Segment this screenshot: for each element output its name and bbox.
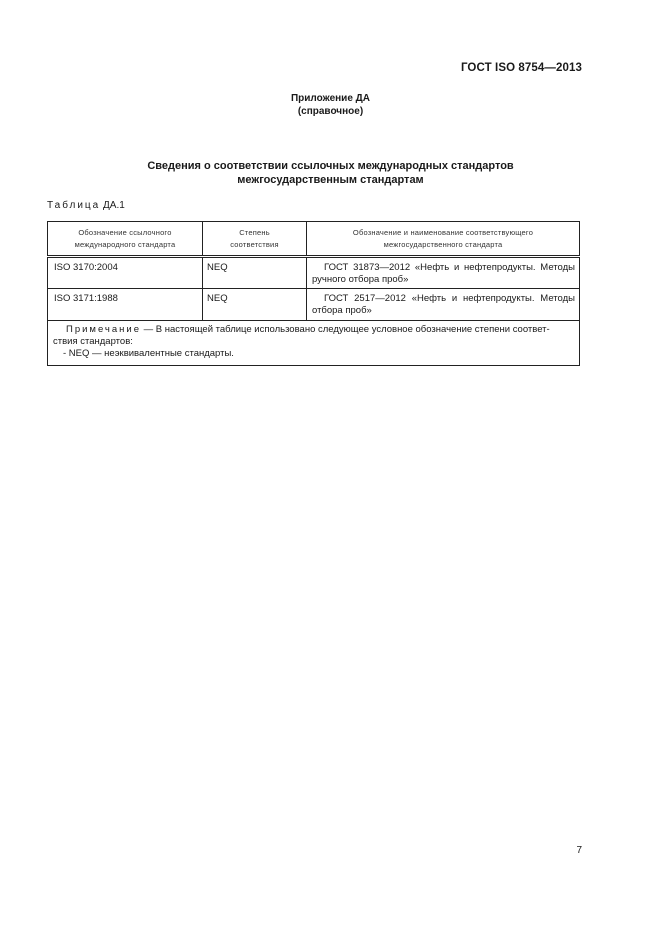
annex-title: Приложение ДА [290,93,371,104]
cell-degree: NEQ [203,257,307,289]
column-header-interstate-standard [307,222,580,257]
note-line-2: ствия стандартов: [53,336,133,347]
table-caption [47,200,125,211]
table-row [48,257,580,289]
column-header-intl-standard [48,222,203,257]
note-label: Примечание [66,324,141,335]
table-caption-word: Таблица [47,200,101,211]
column-header-line: Обозначение ссылочного [78,227,172,237]
document-code: ГОСТ ISO 8754—2013 [460,62,582,74]
annex-kind: (справочное) [297,106,364,117]
cell-interstate-standard: ГОСТ 31873—2012 «Нефть и нефтепродукты. Методы ручного отбора проб» [307,257,580,289]
table-row [48,289,580,321]
cell-intl-standard: ISO 3171:1988 [48,289,203,321]
column-header-line: международного стандарта [74,239,176,249]
note-item [53,348,575,360]
note-item-text: - NEQ — неэквивалентные стандарты. [63,348,234,359]
section-title-line-1: Сведения о соответствии ссылочных международных стандартов [147,160,514,172]
correspondence-table [47,221,580,366]
cell-degree: NEQ [203,289,307,321]
cell-interstate-standard: ГОСТ 2517—2012 «Нефть и нефтепродукты. Методы отбора проб» [307,289,580,321]
note-line-1 [53,324,575,336]
table-caption-number: ДА.1 [103,200,125,211]
column-header-degree [203,222,307,257]
table-header-row [48,222,580,257]
column-header-line: Обозначение и наименование соответствующего [352,227,534,237]
table-note-row [48,321,580,366]
column-header-line: межгосударственного стандарта [383,239,503,249]
table-note [48,321,580,366]
annex-heading [0,92,661,118]
section-title-line-2: межгосударственным стандартам [237,174,424,186]
note-text: — В настоящей таблице использовано следующее условное обозначение степени соответ- [141,324,550,335]
column-header-line: Степень [239,227,270,237]
cell-intl-standard: ISO 3170:2004 [48,257,203,289]
column-header-line: соответствия [230,239,279,249]
page-number: 7 [576,845,582,856]
section-title [0,159,661,187]
